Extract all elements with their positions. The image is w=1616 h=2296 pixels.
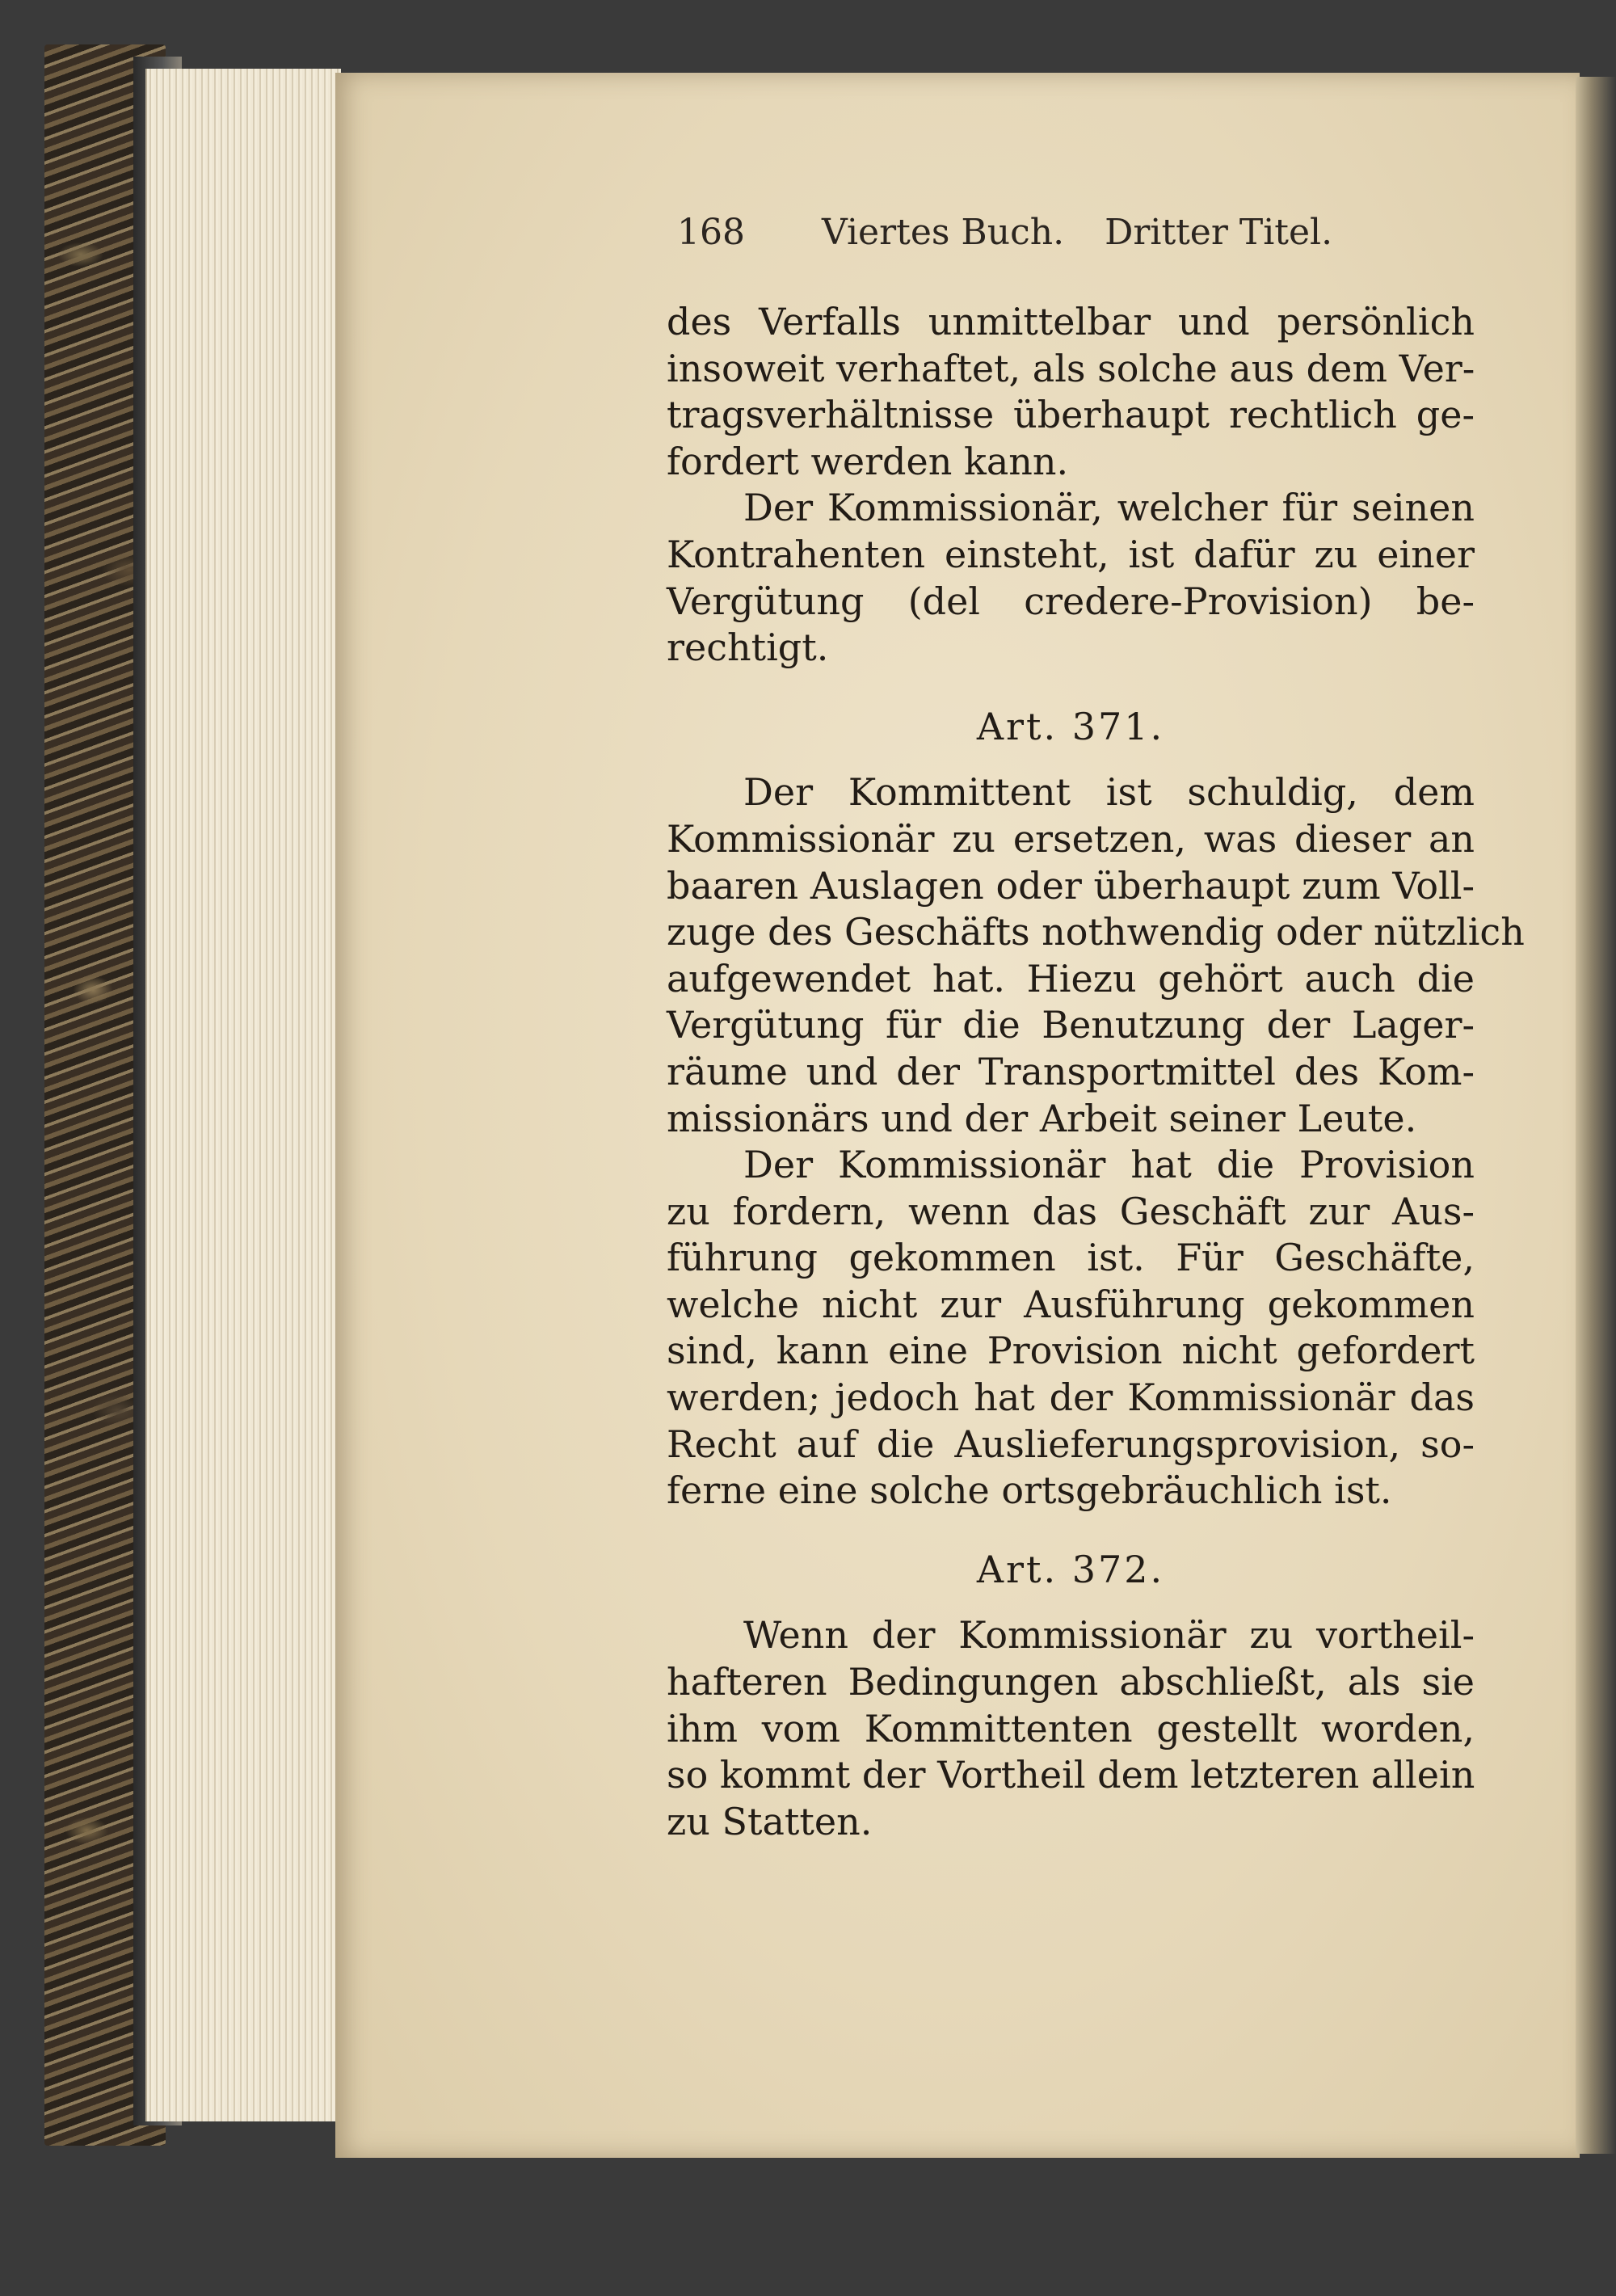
text-line: Der Kommissionär, welcher für seinen bbox=[743, 486, 1475, 530]
text-line: Kommissionär zu ersetzen, was dieser an bbox=[667, 816, 1475, 861]
text-line: aufgewendet hat. Hiezu gehört auch die bbox=[667, 956, 1475, 1001]
page-edge-right bbox=[1576, 77, 1616, 2154]
text-line: Kontrahenten einsteht, ist dafür zu einer bbox=[667, 532, 1475, 576]
title-label: Dritter Titel. bbox=[1105, 212, 1333, 253]
text-line: so kommt der Vortheil dem letzteren allein bbox=[667, 1753, 1475, 1797]
text-line: Vergütung (del credere-Provision) be- bbox=[667, 579, 1475, 623]
text-line: zu fordern, wenn das Geschäft zur Aus- bbox=[667, 1189, 1475, 1233]
body-text bbox=[667, 299, 1525, 1845]
article-heading: Art. 371. bbox=[976, 704, 1165, 748]
article-heading: Art. 372. bbox=[976, 1547, 1165, 1591]
text-line: Recht auf die Auslieferungsprovision, so- bbox=[667, 1422, 1475, 1466]
text-line: tragsverhältnisse überhaupt rechtlich ge- bbox=[667, 393, 1475, 437]
running-head bbox=[677, 212, 1332, 253]
text-line: Vergütung für die Benutzung der Lager- bbox=[667, 1003, 1475, 1047]
text-line: zuge des Geschäfts nothwendig oder nützlich bbox=[667, 910, 1525, 954]
text-line: des Verfalls unmittelbar und persönlich bbox=[667, 300, 1475, 343]
section-label: Viertes Buch. bbox=[821, 212, 1065, 253]
page-number: 168 bbox=[677, 212, 745, 253]
text-line: ferne eine solche ortsgebräuchlich ist. bbox=[667, 1468, 1392, 1513]
text-line: räume und der Transportmittel des Kom- bbox=[667, 1049, 1475, 1093]
text-line: insoweit verhaftet, als solche aus dem Ver- bbox=[667, 346, 1475, 390]
text-line: Wenn der Kommissionär zu vortheil- bbox=[743, 1613, 1475, 1658]
text-line: hafteren Bedingungen abschließt, als sie bbox=[667, 1660, 1475, 1704]
text-line: werden; jedoch hat der Kommissionär das bbox=[667, 1375, 1475, 1420]
text-line: rechtigt. bbox=[667, 626, 829, 670]
text-line: baaren Auslagen oder überhaupt zum Voll- bbox=[667, 863, 1475, 908]
text-line: welche nicht zur Ausführung gekommen bbox=[667, 1282, 1475, 1326]
text-line: Der Kommissionär hat die Provision bbox=[743, 1143, 1475, 1187]
text-line: führung gekommen ist. Für Geschäfte, bbox=[667, 1236, 1475, 1280]
text-line: fordert werden kann. bbox=[667, 439, 1069, 483]
text-line: zu Statten. bbox=[667, 1799, 873, 1843]
text-line: sind, kann eine Provision nicht gefordert bbox=[667, 1329, 1475, 1373]
text-line: missionärs und der Arbeit seiner Leute. bbox=[667, 1096, 1417, 1140]
page-edges bbox=[145, 69, 341, 2121]
text-line: ihm vom Kommittenten gestellt worden, bbox=[667, 1706, 1475, 1750]
text-line: Der Kommittent ist schuldig, dem bbox=[743, 770, 1475, 815]
